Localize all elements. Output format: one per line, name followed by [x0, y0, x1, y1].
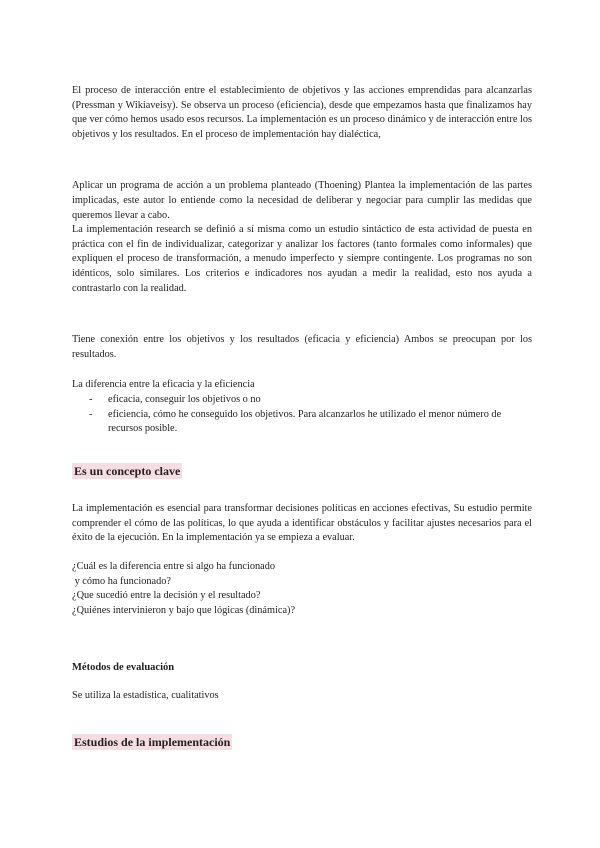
paragraph-metodos-body: Se utiliza la estadística, cualitativos: [72, 690, 219, 702]
paragraph-concepto-body: La implementación es esencial para transformar decisiones políticas en acciones efectivas, Su estudio permite comprender el cómo de las políticas, lo que ayuda a identificar obstáculos y facilitar ajustes necesarios para el éxito de la ejecución. En la implementación ya se empieza a evaluar.: [72, 503, 532, 544]
question-line: ¿Que sucedió entre la decisión y el resultado?: [72, 590, 261, 602]
eficacia-eficiencia-list: [72, 393, 532, 437]
questions-block: [72, 560, 532, 618]
question-line: ¿Quiénes intervinieron y bajo que lógicas (dinámica)?: [72, 604, 296, 616]
heading-concepto-clave: Es un concepto clave: [74, 463, 181, 478]
heading-estudios: Estudios de la implementación: [74, 734, 231, 749]
list-item-text: eficiencia, cómo he conseguido los objetivos. Para alcanzarlos he utilizado el menor número de recursos posible.: [108, 408, 502, 435]
question-line: ¿Cuál es la diferencia entre si algo ha funcionado: [72, 561, 275, 573]
list-dash: -: [89, 408, 93, 420]
list-item-text: eficacia, conseguir los objetivos o no: [108, 393, 261, 405]
list-item: [72, 408, 532, 437]
question-line: y cómo ha funcionado?: [72, 575, 171, 587]
paragraph-intro: El proceso de interacción entre el establecimiento de objetivos y las acciones emprendidas para alcanzarlas (Pressman y Wikiaveisy). Se observa un proceso (eficiencia), desde que empezamos hasta que finalizamos hay que ver cómo hemos usado esos recursos. La implementación es un proceso dinámico y de interacción entre los objetivos y los resultados. En el proceso de implementación hay dialéctica,: [72, 85, 532, 140]
list-item: [72, 393, 532, 408]
list-dash: -: [89, 393, 93, 405]
paragraph-research: La implementación research se definió a sí misma como un estudio sintáctico de esta actividad de puesta en práctica con el fin de individualizar, categorizar y analizar los factores (tanto formales como informales) que expliquen el proceso de transformación, a menudo imperfecto y siempre contingente. Los programas no son idénticos, solo similares. Los criterios e indicadores nos ayudan a medir la realidad, esto nos ayuda a contrastarlo con la realidad.: [72, 224, 532, 294]
heading-metodos: Métodos de evaluación: [72, 662, 175, 674]
paragraph-conexion: Tiene conexión entre los objetivos y los resultados (eficacia y eficiencia) Ambos se preocupan por los resultados.: [72, 334, 532, 360]
heading-concepto-clave-wrap: [72, 463, 532, 481]
document-content: [72, 84, 532, 751]
heading-estudios-wrap: [72, 734, 532, 752]
paragraph-diferencia: La diferencia entre la eficacia y la eficiencia: [72, 379, 255, 391]
paragraph-aplicar: Aplicar un programa de acción a un problema planteado (Thoening) Plantea la implementación de las partes implicadas, este autor lo entiende como la necesidad de deliberar y negociar para cumplir las medidas que queremos llevar a cabo.: [72, 180, 532, 221]
